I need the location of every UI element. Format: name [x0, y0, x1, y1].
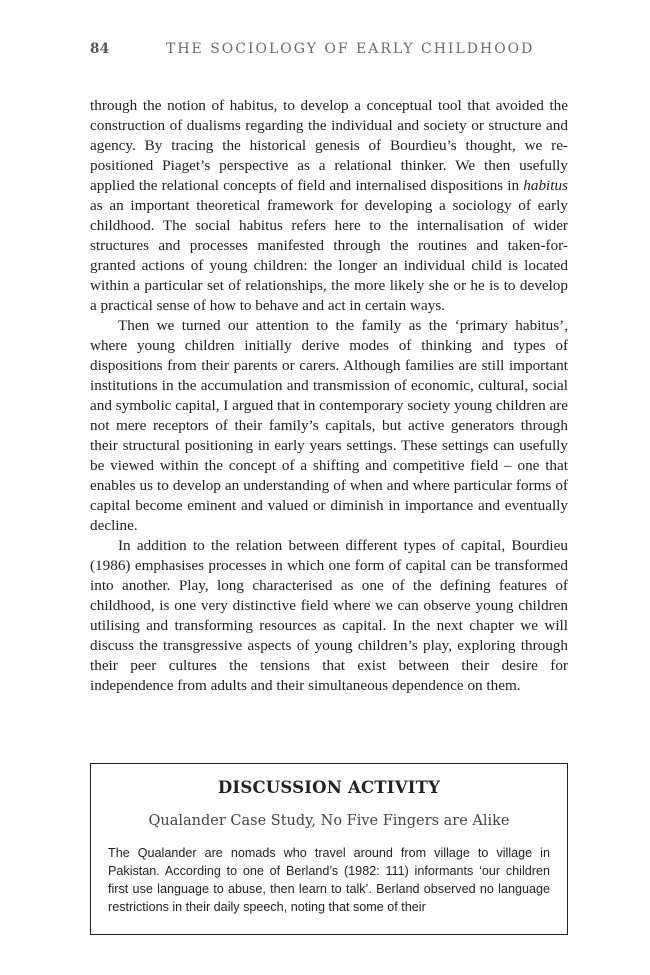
paragraph: Then we turned our attention to the family as the ‘primary habitus’, where young children initially derive modes of thinking and types of dispositions from their parents or carers. Although families are still important institutions in the accumulation and transmission of economic, cultural, social and symbolic capital, I argued that in contemporary society young children are not mere receptors of their family’s capitals, but active generators through their structural positioning in early years settings. These settings can usefully be viewed within the concept of a shifting and competitive field – one that enables us to develop an understanding of when and where particular forms of capital become eminent and valued or diminish in importance and eventually decline. — [90, 317, 568, 534]
page-number: 84 — [90, 41, 110, 57]
activity-text: The Qualander are nomads who travel around from village to village in Pakistan. According to one of Berland’s (1982: 111) informants ‘our children first use language to abuse, then learn to talk’. Berland observed no language restrictions in their daily speech, noting that some of their — [108, 846, 550, 914]
paragraph — [90, 96, 568, 316]
running-header — [90, 41, 568, 61]
activity-subheading: Qualander Case Study, No Five Fingers are Alike — [148, 813, 510, 829]
discussion-activity-box — [90, 763, 568, 935]
paragraph-text: as an important theoretical framework for developing a sociology of early childhood. The social habitus refers here to the internalisation of wider structures and processes manifested through the routines and taken-for-granted actions of young children: the longer an individual child is located within a particular set of relationships, the more likely she or he is to develop a practical sense of how to behave and act in certain ways. — [90, 197, 568, 314]
activity-heading: DISCUSSION ACTIVITY — [217, 778, 441, 797]
italic-term: habitus — [523, 177, 568, 194]
running-title: THE SOCIOLOGY OF EARLY CHILDHOOD — [166, 41, 535, 57]
paragraph-text: through the notion of habitus, to develop a conceptual tool that avoided the construction of dualisms regarding the individual and society or structure and agency. By tracing the historical genesis of Bourdieu’s thought, we re-positioned Piaget’s perspective as a relational thinker. We then usefully applied the relational concepts of field and internalised dispositions in — [90, 97, 568, 194]
main-text — [90, 96, 568, 696]
paragraph: In addition to the relation between different types of capital, Bourdieu (1986) emphasises processes in which one form of capital can be transformed into another. Play, long characterised as one of the defining features of childhood, is one very distinctive field where we can observe young children utilising and transforming resources as capital. In the next chapter we will discuss the transgressive aspects of young children’s play, exploring through their peer cultures the tensions that exist between their desire for independence from adults and their simultaneous dependence on them. — [90, 537, 568, 694]
